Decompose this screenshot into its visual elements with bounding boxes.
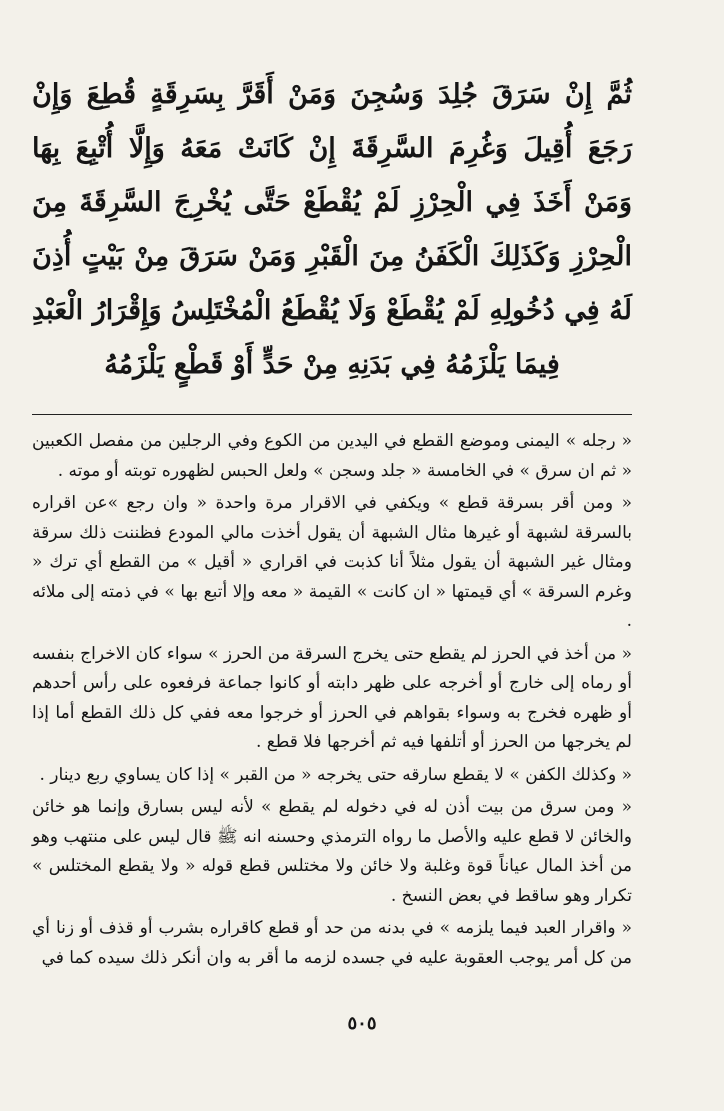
commentary-paragraph: « ومن سرق من بيت أذن له في دخوله لم يقطع » لأنه ليس بسارق وإنما هو خائن والخائن لا قطع عليه والأصل ما رواه الترمذي وحسنه انه ﷺ قال ليس على منتهب وهو من أخذ المال عياناً قوة وغلبة ولا خائن ولا مختلس قطع قوله « ولا يقطع المختلس » تكرار وهو ساقط في بعض النسخ .	[32, 797, 632, 906]
commentary-paragraph: « رجله » اليمنى وموضع القطع في اليدين من الكوع وفي الرجلين من مفصل الكعبين « ثم ان سرق » في الخامسة « جلد وسجن » ولعل الحبس لظهوره توبته أو موته .	[32, 431, 632, 481]
separator-rule	[32, 414, 632, 415]
commentary-paragraph: « ومن أقر بسرقة قطع » ويكفي في الاقرار مرة واحدة « وان رجع »عن اقراره بالسرقة لشبهة أو غيرها مثال الشبهة أن يقول أخذت مالي المودع فظننت ذلك سرقة ومثال غير الشبهة أن يقول مثلاً أنا كذبت في اقراري « أقيل » من القطع أي ترك « وغرم السرقة » أي قيمتها « ان كانت » القيمة « معه وإلا أتبع بها » في ذمته إلى ملائه .	[32, 493, 632, 631]
commentary-paragraph: « وكذلك الكفن » لا يقطع سارقه حتى يخرجه « من القبر » إذا كان يساوي ربع دينار .	[39, 764, 632, 785]
commentary-paragraph: « واقرار العبد فيما يلزمه » في بدنه من حد أو قطع كاقراره بشرب أو قذف أو زنا أي من كل أمر يوجب العقوبة عليه في جسده لزمه ما أقر به وان أنكر ذلك سيده كما في	[32, 918, 632, 968]
matn-text: ثُمَّ إِنْ سَرَقَ جُلِدَ وَسُجِنَ وَمَنْ أَقَرَّ بِسَرِقَةٍ قُطِعَ وَإِنْ رَجَعَ أُقِيلَ وَغُرِمَ السَّرِقَةَ إِنْ كَانَتْ مَعَهُ وَإِلَّا أُتْبِعَ بِهَا وَمَنْ أَخَذَ فِي الْحِرْزِ لَمْ يُقْطَعْ حَتَّى يُخْرِجَ السَّرِقَةَ مِنَ الْحِرْزِ وَكَذَلِكَ الْكَفَنُ مِنَ الْقَبْرِ وَمَنْ سَرَقَ مِنْ بَيْتٍ أُذِنَ لَهُ فِي دُخُولِهِ لَمْ يُقْطَعْ وَلَا يُقْطَعُ الْمُخْتَلِسُ وَإِقْرَارُ الْعَبْدِ فِيمَا يَلْزَمُهُ فِي بَدَنِهِ مِنْ حَدٍّ أَوْ قَطْعٍ يَلْزَمُهُ	[32, 79, 632, 380]
page-number: ٥٠٥	[347, 1013, 377, 1034]
commentary-paragraph: « من أخذ في الحرز لم يقطع حتى يخرج السرقة من الحرز » سواء كان الاخراج بنفسه أو رماه إلى خارج أو أخرجه على ظهر دابته أو كانوا جماعة فرفعوه على رأس أحدهم أو ظهره فخرج به وسواء بقواهم في الحرز أو خرجوا معه ففي كل ذلك القطع أما إذا لم يخرجها من الحرز أو أتلفها فيه ثم أخرجها فلا قطع .	[32, 643, 632, 752]
commentary	[32, 427, 632, 973]
